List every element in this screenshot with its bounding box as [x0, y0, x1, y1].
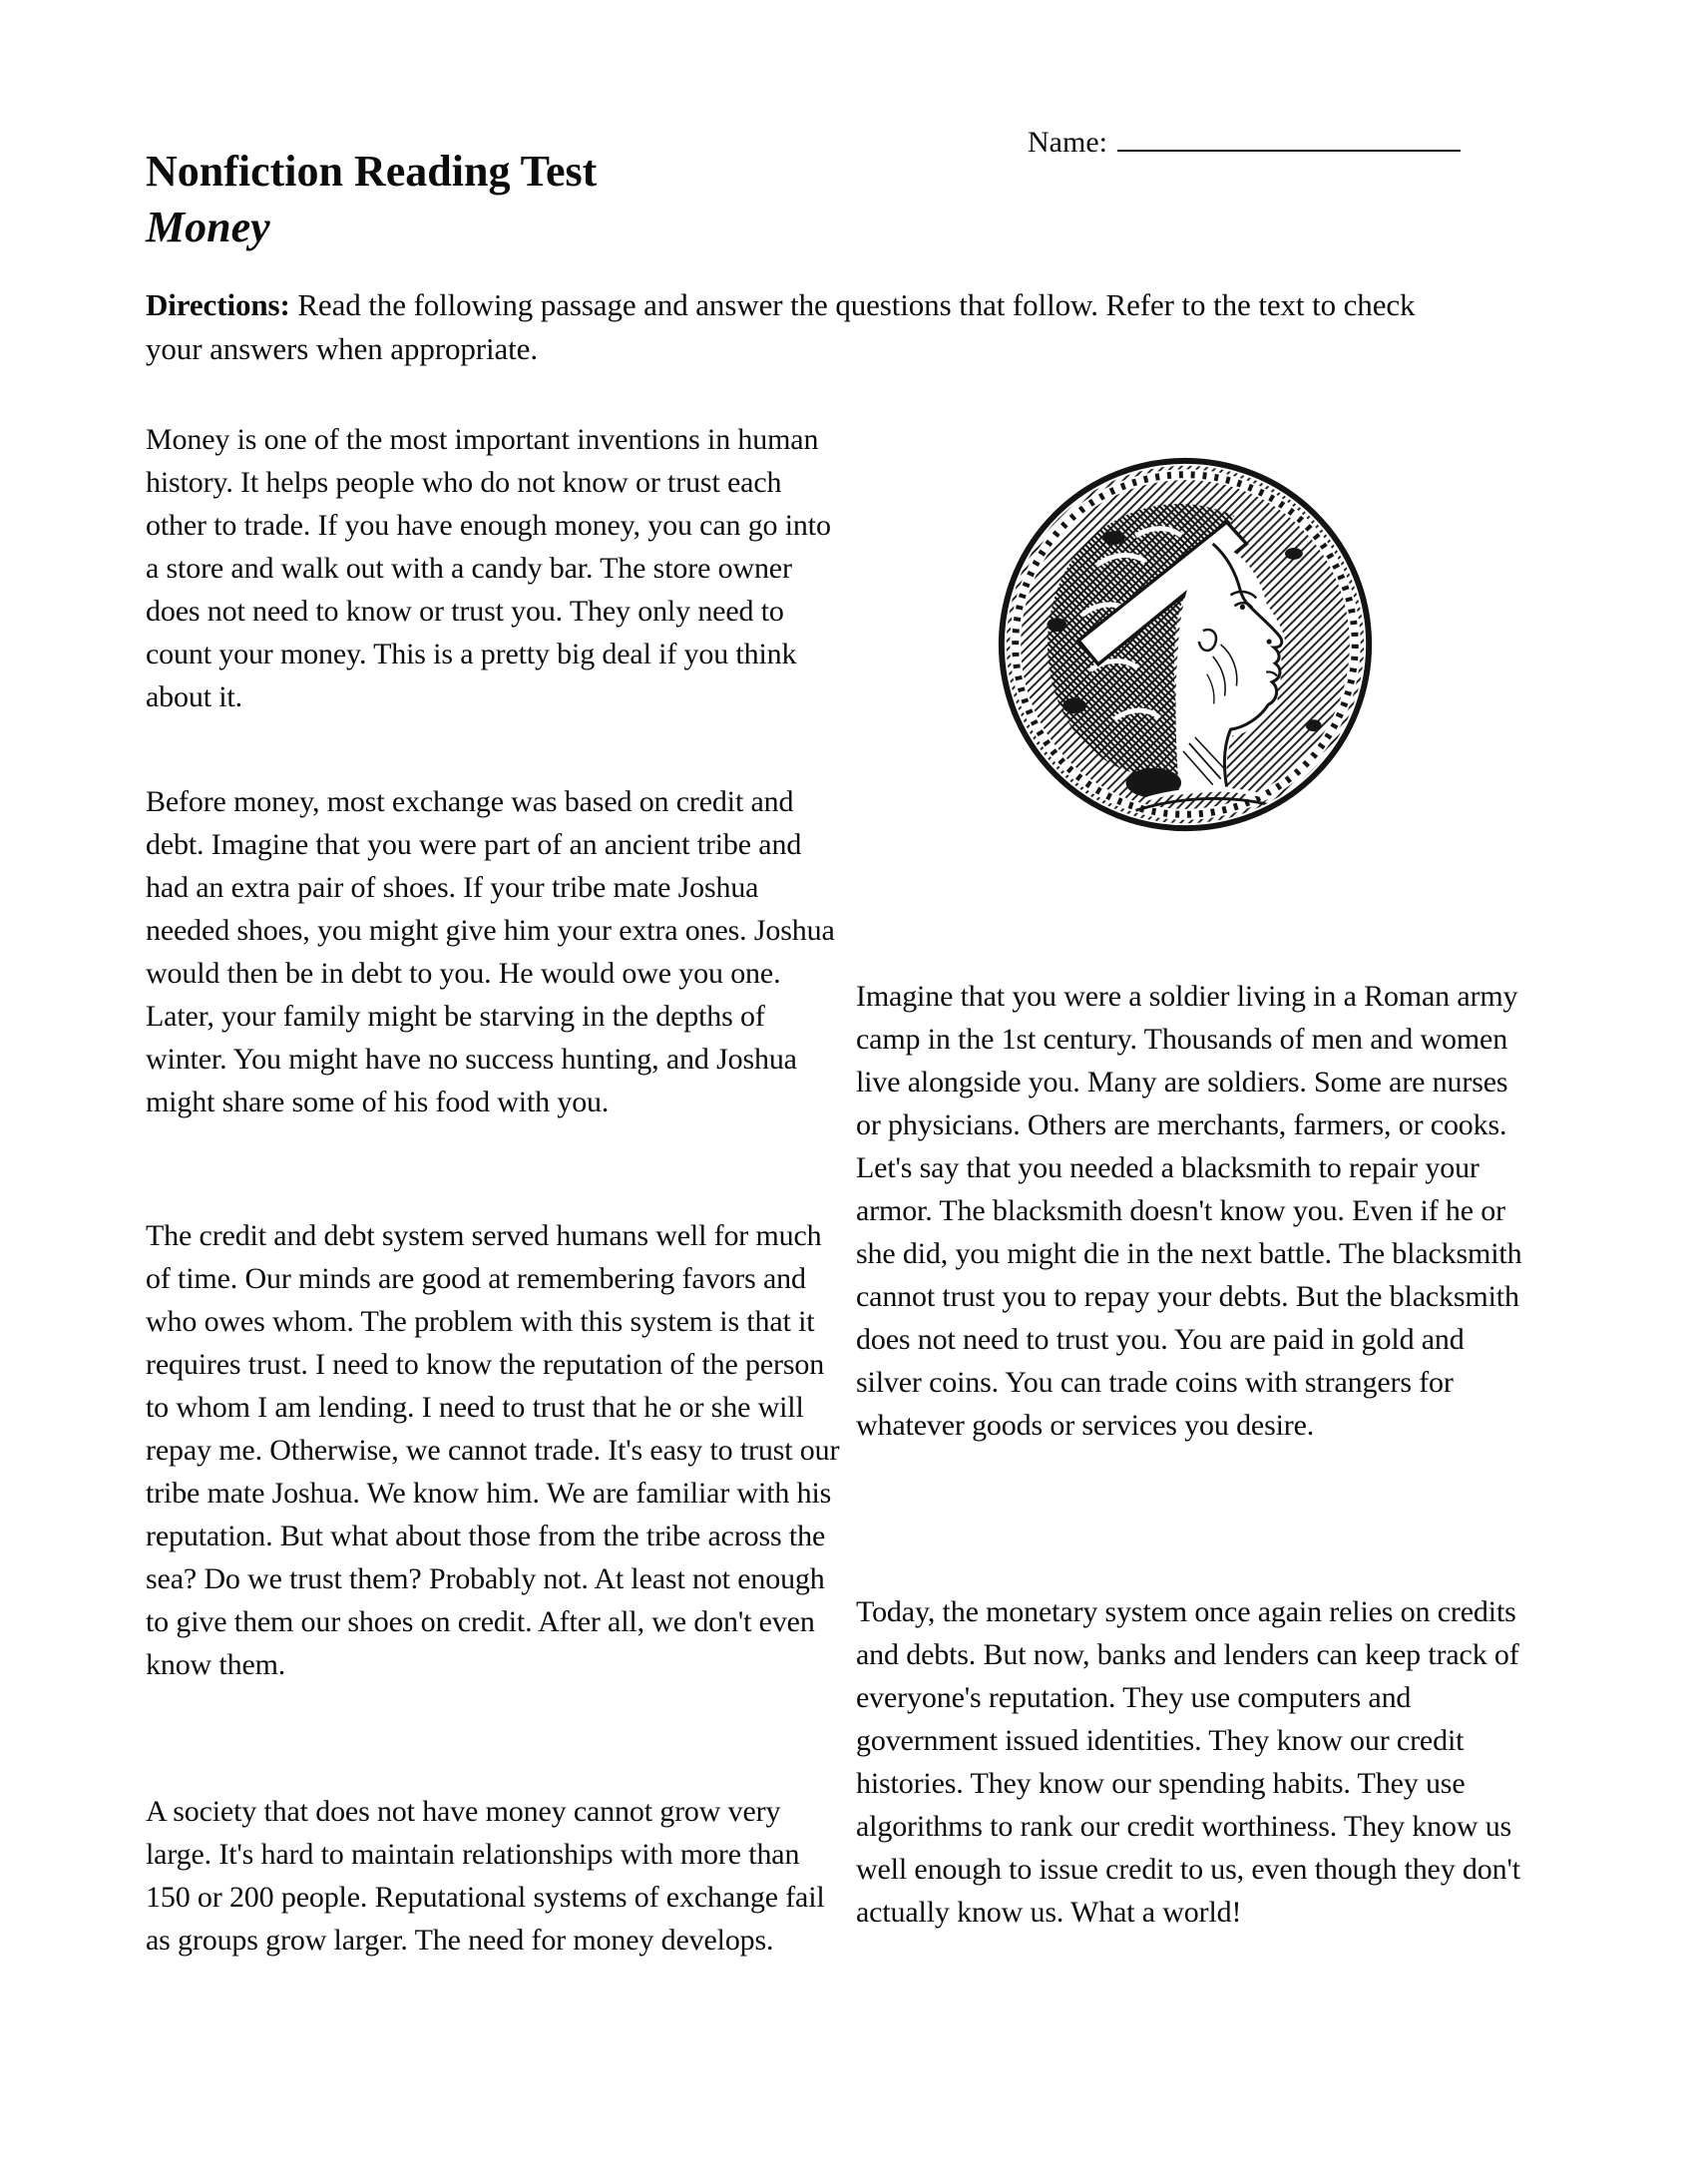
passage-paragraph-4: A society that does not have money cannot grow very large. It's hard to maintain relationships with more than 150 or 200 people. Reputational systems of exchange fail as groups grow larger. The need for money develops.: [146, 1795, 825, 1957]
passage-paragraph-2: Before money, most exchange was based on credit and debt. Imagine that you were part of an ancient tribe and had an extra pair of shoes. If your tribe mate Joshua needed shoes, you might give him your extra ones. Joshua would then be in debt to you. He would owe you one. Later, your family might be starving in the depths of winter. You might have no success hunting, and Joshua might share some of his food with you.: [146, 785, 835, 1118]
passage-paragraph-3: The credit and debt system served humans well for much of time. Our minds are good at remembering favors and who owes whom. The problem with this system is that it requires trust. I need to know the reputation of the person to whom I am lending. I need to trust that he or she will repay me. Otherwise, we cannot trade. It's easy to trust our tribe mate Joshua. We know him. We are familiar with his reputation. But what about those from the tribe across the sea? Do we trust them? Probably not. At least not enough to give them our shoes on credit. After all, we don't even know them.: [146, 1219, 840, 1681]
name-row: [1028, 118, 1461, 160]
directions: [146, 283, 1453, 371]
passage-paragraph-1: Money is one of the most important inventions in human history. It helps people who do not know or trust each other to trade. If you have enough money, you can go into a store and walk out with a candy bar. The store owner does not need to know or trust you. They only need to count your money. This is a pretty big deal if you think about it.: [146, 423, 831, 713]
passage-paragraph-6: Today, the monetary system once again relies on credits and debts. But now, banks and lenders can keep track of everyone's reputation. They use computers and government issued identities. They know our credit histories. They know our spending habits. They use algorithms to rank our credit worthiness. They know us well enough to issue credit to us, even though they don't actually know us. What a world!: [856, 1595, 1520, 1929]
passage-paragraph-5: Imagine that you were a soldier living in a Roman army camp in the 1st century. Thousands of men and women live alongside you. Many are soldiers. Some are nurses or physicians. Others are merchants, farmers, or cooks. Let's say that you needed a blacksmith to repair your armor. The blacksmith doesn't know you. Even if he or she did, you might die in the next battle. The blacksmith cannot trust you to repay your debts. But the blacksmith does not need to trust you. You are paid in gold and silver coins. You can trade coins with strangers for whatever goods or services you desire.: [856, 980, 1522, 1442]
page-subtitle: Money: [146, 203, 270, 251]
name-label: Name:: [1028, 126, 1107, 159]
ancient-coin-engraving-icon: [988, 447, 1383, 842]
page-title: Nonfiction Reading Test: [146, 147, 598, 196]
directions-text: Read the following passage and answer the questions that follow. Refer to the text to check your answers when appropriate.: [146, 287, 1416, 366]
coin-illustration: [988, 447, 1383, 842]
name-blank-line[interactable]: [1117, 118, 1461, 152]
directions-label: Directions:: [146, 287, 290, 322]
